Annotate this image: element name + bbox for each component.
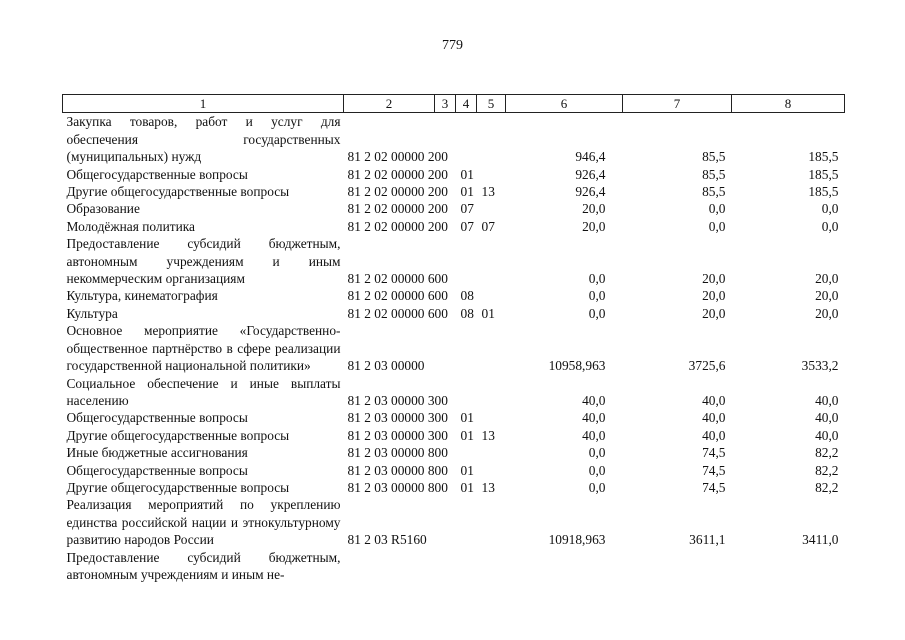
row-subsection [477, 462, 506, 479]
row-value-col7: 40,0 [702, 410, 726, 426]
row-code: 81 2 02 00000 600 [347, 271, 448, 287]
table-row [63, 200, 845, 217]
row-value-col7: 40,0 [702, 427, 726, 443]
row-value-col6: 20,0 [582, 201, 606, 217]
row-value-col8: 82,2 [815, 479, 839, 495]
row-value-col8: 0,0 [821, 218, 839, 234]
row-name: Молодёжная политика [66, 218, 196, 234]
table-row [63, 166, 845, 183]
row-section [456, 444, 477, 461]
row-section [456, 235, 477, 287]
row-section: 07 [460, 201, 474, 217]
row-name: Образование [66, 201, 140, 217]
row-value-col8: 40,0 [815, 410, 839, 426]
row-value-col6: 10958,963 [548, 358, 606, 374]
table-row [63, 235, 845, 287]
header-col-4: 4 [456, 95, 477, 113]
header-col-1: 1 [63, 95, 344, 113]
header-row [63, 95, 845, 113]
row-code: 81 2 03 00000 800 [347, 479, 448, 495]
row-value-col8: 20,0 [815, 288, 839, 304]
row-subsection [477, 235, 506, 287]
row-code: 81 2 02 00000 200 [347, 166, 448, 182]
row-value-col6: 946,4 [575, 149, 606, 165]
row-subsection [477, 444, 506, 461]
row-section: 01 [460, 166, 474, 182]
table-row [63, 479, 845, 496]
row-name: Реализация мероприятий по укреплению единства российской нации и этнокультурному развитию народов России [66, 497, 341, 548]
row-section: 01 [460, 479, 474, 495]
row-value-col7: 85,5 [702, 166, 726, 182]
row-subsection [477, 166, 506, 183]
row-code: 81 2 02 00000 600 [347, 288, 448, 304]
row-value-col7: 85,5 [702, 149, 726, 165]
row-name: Закупка товаров, работ и услуг для обеспечения государственных (муниципальных) нужд [66, 114, 341, 165]
row-section: 08 [460, 305, 474, 321]
row-section [456, 375, 477, 410]
header-col-6: 6 [506, 95, 623, 113]
row-section: 07 [460, 218, 474, 234]
row-value-col6: 40,0 [582, 427, 606, 443]
table-row [63, 462, 845, 479]
header-col-3: 3 [435, 95, 456, 113]
row-value-col6: 0,0 [588, 305, 606, 321]
table-body [63, 113, 845, 583]
row-section [456, 549, 477, 584]
row-value-col7: 3725,6 [688, 358, 726, 374]
table-row [63, 287, 845, 304]
table-row [63, 444, 845, 461]
row-code: 81 2 02 00000 200 [347, 201, 448, 217]
row-value-col6: 0,0 [588, 445, 606, 461]
table-row [63, 113, 845, 166]
row-subsection [477, 322, 506, 374]
row-section [456, 322, 477, 374]
row-subsection [477, 549, 506, 584]
row-code: 81 2 02 00000 200 [347, 184, 448, 200]
row-subsection: 07 [481, 218, 495, 234]
budget-table [62, 94, 845, 583]
row-name: Культура [66, 305, 118, 321]
row-value-col8: 3533,2 [801, 358, 839, 374]
row-code: 81 2 03 00000 800 [347, 462, 448, 478]
row-value-col7: 40,0 [702, 392, 726, 408]
row-value-col6: 926,4 [575, 184, 606, 200]
header-col-7: 7 [623, 95, 732, 113]
row-value-col6: 0,0 [588, 271, 606, 287]
table-row [63, 183, 845, 200]
row-name: Предоставление субсидий бюджетным, автономным учреждениям и иным некоммерческим организациям [66, 236, 341, 287]
row-code: 81 2 03 00000 300 [347, 427, 448, 443]
row-name: Другие общегосударственные вопросы [66, 184, 290, 200]
table-row [63, 375, 845, 410]
row-subsection: 13 [481, 427, 495, 443]
row-code: 81 2 03 R5160 [347, 532, 427, 548]
row-section: 01 [460, 462, 474, 478]
row-code: 81 2 03 00000 [347, 358, 425, 374]
table-row [63, 218, 845, 235]
table-row [63, 427, 845, 444]
row-value-col8: 0,0 [821, 201, 839, 217]
row-value-col8: 20,0 [815, 305, 839, 321]
row-value-col8: 40,0 [815, 392, 839, 408]
row-name: Общегосударственные вопросы [66, 410, 248, 426]
table-row [63, 409, 845, 426]
row-value-col8: 185,5 [808, 149, 839, 165]
row-subsection: 13 [481, 479, 495, 495]
row-subsection: 01 [481, 305, 495, 321]
row-value-col6 [506, 549, 623, 584]
row-value-col8: 185,5 [808, 184, 839, 200]
row-value-col7: 20,0 [702, 305, 726, 321]
row-section: 01 [460, 427, 474, 443]
row-value-col8: 40,0 [815, 427, 839, 443]
row-code: 81 2 03 00000 300 [347, 410, 448, 426]
row-value-col6: 0,0 [588, 462, 606, 478]
row-section: 08 [460, 288, 474, 304]
row-value-col6: 20,0 [582, 218, 606, 234]
row-value-col6: 926,4 [575, 166, 606, 182]
header-col-8: 8 [732, 95, 845, 113]
row-name: Социальное обеспечение и иные выплаты населению [66, 375, 341, 408]
row-subsection [477, 287, 506, 304]
row-value-col7: 0,0 [708, 218, 726, 234]
row-subsection [477, 496, 506, 548]
row-section: 01 [460, 410, 474, 426]
row-subsection [477, 375, 506, 410]
row-section: 01 [460, 184, 474, 200]
table-row [63, 305, 845, 322]
row-name: Основное мероприятие «Государственно-общественное партнёрство в сфере реализации государственной национальной политики» [66, 323, 341, 374]
row-name: Другие общегосударственные вопросы [66, 427, 290, 443]
row-value-col8: 185,5 [808, 166, 839, 182]
table-header [63, 95, 845, 113]
row-value-col6: 0,0 [588, 288, 606, 304]
row-section [456, 496, 477, 548]
row-value-col7: 3611,1 [689, 532, 726, 548]
row-code: 81 2 03 00000 800 [347, 445, 448, 461]
row-value-col7: 0,0 [708, 201, 726, 217]
row-code [344, 549, 456, 584]
row-subsection [477, 113, 506, 166]
table-row [63, 549, 845, 584]
row-code: 81 2 02 00000 200 [347, 149, 448, 165]
row-code: 81 2 03 00000 300 [347, 392, 448, 408]
row-value-col8 [732, 549, 845, 584]
row-value-col7: 85,5 [702, 184, 726, 200]
page-number: 779 [442, 38, 463, 53]
row-name: Другие общегосударственные вопросы [66, 479, 290, 495]
row-value-col7: 20,0 [702, 288, 726, 304]
header-col-5: 5 [477, 95, 506, 113]
table-row [63, 322, 845, 374]
table-row [63, 496, 845, 548]
row-code: 81 2 02 00000 600 [347, 305, 448, 321]
row-value-col6: 40,0 [582, 392, 606, 408]
row-subsection [477, 200, 506, 217]
row-value-col8: 82,2 [815, 462, 839, 478]
row-subsection: 13 [481, 184, 495, 200]
row-value-col6: 40,0 [582, 410, 606, 426]
row-name: Общегосударственные вопросы [66, 462, 248, 478]
row-value-col7: 74,5 [702, 462, 726, 478]
row-value-col7 [623, 549, 732, 584]
row-value-col7: 74,5 [702, 445, 726, 461]
row-name: Общегосударственные вопросы [66, 166, 248, 182]
row-value-col6: 10918,963 [548, 532, 606, 548]
row-value-col8: 20,0 [815, 271, 839, 287]
row-value-col7: 20,0 [702, 271, 726, 287]
row-name: Культура, кинематография [66, 288, 218, 304]
row-subsection [477, 409, 506, 426]
row-value-col8: 82,2 [815, 445, 839, 461]
header-col-2: 2 [344, 95, 435, 113]
row-code: 81 2 02 00000 200 [347, 218, 448, 234]
row-value-col6: 0,0 [588, 479, 606, 495]
row-value-col8: 3411,0 [802, 532, 839, 548]
row-name: Иные бюджетные ассигнования [66, 445, 248, 461]
row-value-col7: 74,5 [702, 479, 726, 495]
row-section [456, 113, 477, 166]
row-name: Предоставление субсидий бюджетным, автономным учреждениям и иным не- [66, 549, 341, 582]
